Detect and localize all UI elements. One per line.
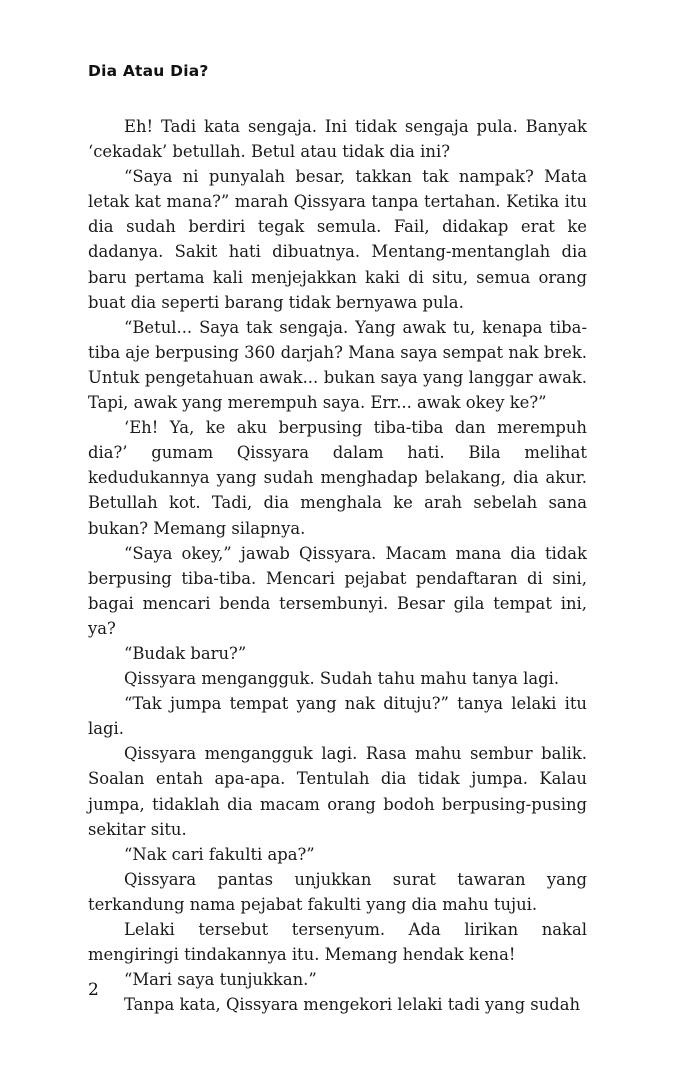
paragraph: Qissyara mengangguk. Sudah tahu mahu tanya lagi. xyxy=(124,669,560,689)
running-title: Dia Atau Dia? xyxy=(88,62,209,80)
paragraph: “Saya okey,” jawab Qissyara. Macam mana dia tidak berpusing tiba-tiba. Mencari pejabat pendaftaran di sini, bagai mencari benda tersembunyi. Besar gila tempat ini, ya? xyxy=(88,543,587,638)
paragraph: ‘Eh! Ya, ke aku berpusing tiba-tiba dan merempuh dia?’ gumam Qissyara dalam hati. Bila melihat kedudukannya yang sudah menghadap belakang, dia akur. Betullah kot. Tadi, dia menghala ke arah sebelah sana bukan? Memang silapnya. xyxy=(88,418,587,538)
paragraph: Lelaki tersebut tersenyum. Ada lirikan nakal mengiringi tindakannya itu. Memang hendak kena! xyxy=(88,920,587,965)
paragraph: Qissyara pantas unjukkan surat tawaran yang terkandung nama pejabat fakulti yang dia mahu tujui. xyxy=(88,869,587,914)
paragraph: “Tak jumpa tempat yang nak dituju?” tanya lelaki itu lagi. xyxy=(88,694,587,739)
paragraph: “Betul... Saya tak sengaja. Yang awak tu, kenapa tiba-tiba aje berpusing 360 darjah? Mana saya sempat nak brek. Untuk pengetahuan awak... bukan saya yang langgar awak. Tapi, awak yang merempuh saya. Err... awak okey ke?” xyxy=(88,317,587,413)
paragraph: “Saya ni punyalah besar, takkan tak nampak? Mata letak kat mana?” marah Qissyara tanpa tertahan. Ketika itu dia sudah berdiri tegak semula. Fail, didakap erat ke dadanya. Sakit hati dibuatnya. Mentang-mentanglah dia baru pertama kali menjejakkan kaki di situ, semua orang buat dia seperti barang tidak bernyawa pula. xyxy=(88,167,587,312)
paragraph: Qissyara mengangguk lagi. Rasa mahu sembur balik. Soalan entah apa-apa. Tentulah dia tidak jumpa. Kalau jumpa, tidaklah dia macam orang bodoh berpusing-pusing sekitar situ. xyxy=(88,744,587,839)
paragraph: “Mari saya tunjukkan.” xyxy=(124,970,317,990)
paragraph: “Nak cari fakulti apa?” xyxy=(124,844,315,864)
paragraph: “Budak baru?” xyxy=(124,643,247,663)
paragraph: Eh! Tadi kata sengaja. Ini tidak sengaja pula. Banyak ‘cekadak’ betullah. Betul atau tidak dia ini? xyxy=(88,117,587,162)
body-text xyxy=(88,114,587,1017)
paragraph: Tanpa kata, Qissyara mengekori lelaki tadi yang sudah xyxy=(124,995,581,1015)
page-number: 2 xyxy=(88,980,99,1000)
